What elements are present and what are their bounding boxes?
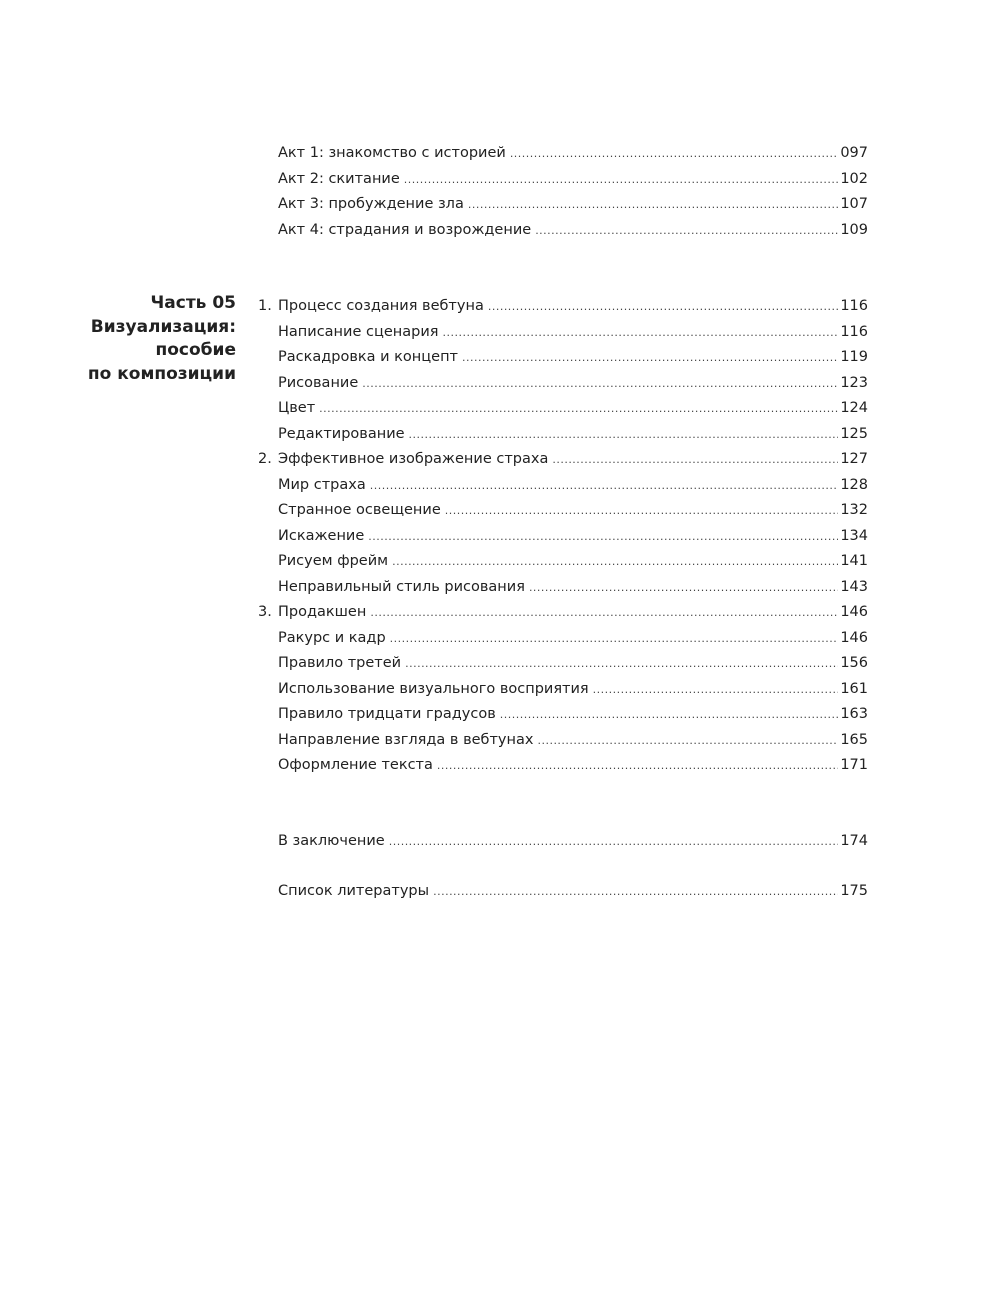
- toc-entry-number: 2.: [258, 451, 272, 467]
- toc-leader-dots: [404, 167, 839, 193]
- toc-entry-page: 146: [838, 600, 868, 626]
- toc-entry-page: 174: [838, 829, 868, 855]
- part-number: Часть 05: [150, 293, 236, 313]
- toc-leader-dots: [445, 498, 839, 524]
- toc-entry[interactable]: [258, 498, 868, 524]
- toc-entry[interactable]: [258, 524, 868, 550]
- toc-entry[interactable]: [258, 294, 868, 320]
- toc-entry-page: 123: [838, 371, 868, 397]
- toc-entry[interactable]: [258, 218, 868, 244]
- toc-entry-title: Продакшен: [278, 600, 370, 626]
- toc-entry-title: Направление взгляда в вебтунах: [278, 728, 537, 754]
- toc-entry[interactable]: [258, 422, 868, 448]
- toc-entry-bibliography[interactable]: [258, 879, 868, 905]
- toc-entry-page: 143: [838, 575, 868, 601]
- toc-leader-dots: [437, 753, 838, 779]
- toc-leader-dots: [537, 728, 838, 754]
- part-title-line: пособие: [155, 340, 236, 360]
- toc-entry-number: 1.: [258, 298, 272, 314]
- toc-entry-page: 107: [838, 192, 868, 218]
- toc-entry-title: Акт 4: страдания и возрождение: [278, 218, 535, 244]
- toc-entry-page: 141: [838, 549, 868, 575]
- toc-leader-dots: [390, 626, 839, 652]
- toc-entry[interactable]: [258, 192, 868, 218]
- toc-entry-page: 132: [838, 498, 868, 524]
- toc-entry-title: Оформление текста: [278, 753, 437, 779]
- toc-entry-title: Использование визуального восприятия: [278, 677, 593, 703]
- toc-leader-dots: [433, 879, 838, 905]
- toc-entry-page: 109: [838, 218, 868, 244]
- conclusion-block: [258, 829, 868, 855]
- toc-entry[interactable]: [258, 626, 868, 652]
- toc-entry-page: 134: [838, 524, 868, 550]
- toc-entry[interactable]: [258, 753, 868, 779]
- toc-entry[interactable]: [258, 651, 868, 677]
- toc-leader-dots: [370, 600, 838, 626]
- toc-entry-page: 128: [838, 473, 868, 499]
- toc-entry[interactable]: [258, 677, 868, 703]
- toc-entry-page: 119: [838, 345, 868, 371]
- toc-entry-title: Акт 3: пробуждение зла: [278, 192, 468, 218]
- toc-entry-title: Эффективное изображение страха: [278, 447, 552, 473]
- toc-entry-title: Раскадровка и концепт: [278, 345, 462, 371]
- toc-entry-title: Написание сценария: [278, 320, 442, 346]
- toc-leader-dots: [535, 218, 838, 244]
- toc-entry-page: 097: [838, 141, 868, 167]
- toc-entry-title: Рисуем фрейм: [278, 549, 392, 575]
- toc-leader-dots: [370, 473, 839, 499]
- toc-entry-title: Ракурс и кадр: [278, 626, 390, 652]
- toc-entry-title: Акт 2: скитание: [278, 167, 404, 193]
- toc-entry-page: 165: [838, 728, 868, 754]
- toc-entry-number: 3.: [258, 604, 272, 620]
- toc-entry-page: 124: [838, 396, 868, 422]
- toc-entry[interactable]: [258, 473, 868, 499]
- toc-entry-title: Список литературы: [278, 879, 433, 905]
- toc-entry-page: 156: [838, 651, 868, 677]
- acts-list: [258, 141, 868, 243]
- toc-entry-page: 171: [838, 753, 868, 779]
- toc-entry[interactable]: [258, 320, 868, 346]
- toc-entry-title: Неправильный стиль рисования: [278, 575, 529, 601]
- toc-entry-title: Странное освещение: [278, 498, 445, 524]
- part-heading: [88, 292, 236, 386]
- toc-leader-dots: [442, 320, 838, 346]
- toc-entry-title: В заключение: [278, 829, 389, 855]
- toc-entry[interactable]: [258, 702, 868, 728]
- toc-entry[interactable]: [258, 549, 868, 575]
- toc-leader-dots: [409, 422, 839, 448]
- toc-leader-dots: [468, 192, 838, 218]
- toc-leader-dots: [462, 345, 838, 371]
- toc-entry-title: Искажение: [278, 524, 368, 550]
- toc-entry-title: Акт 1: знакомство с историей: [278, 141, 510, 167]
- toc-leader-dots: [405, 651, 838, 677]
- toc-entry-page: 116: [838, 320, 868, 346]
- toc-entry-page: 175: [838, 879, 868, 905]
- toc-leader-dots: [362, 371, 838, 397]
- toc-entry-conclusion[interactable]: [258, 829, 868, 855]
- toc-entry[interactable]: [258, 396, 868, 422]
- toc-entry-title: Мир страха: [278, 473, 370, 499]
- toc-entry-page: 163: [838, 702, 868, 728]
- toc-leader-dots: [368, 524, 838, 550]
- toc-leader-dots: [500, 702, 839, 728]
- toc-entry-title: Правило тридцати градусов: [278, 702, 500, 728]
- toc-leader-dots: [529, 575, 838, 601]
- toc-entry[interactable]: [258, 371, 868, 397]
- toc-entry[interactable]: [258, 728, 868, 754]
- bibliography-block: [258, 879, 868, 905]
- toc-entry-page: 116: [838, 294, 868, 320]
- toc-entry[interactable]: [258, 447, 868, 473]
- part-title-line: Визуализация:: [90, 316, 236, 337]
- toc-entry[interactable]: [258, 575, 868, 601]
- toc-entry-page: 127: [838, 447, 868, 473]
- toc-entry-title: Рисование: [278, 371, 362, 397]
- toc-entry-title: Цвет: [278, 396, 319, 422]
- toc-entry[interactable]: [258, 600, 868, 626]
- toc-entry-page: 146: [838, 626, 868, 652]
- toc-entry[interactable]: [258, 141, 868, 167]
- toc-leader-dots: [552, 447, 838, 473]
- toc-leader-dots: [392, 549, 838, 575]
- toc-entry-page: 125: [838, 422, 868, 448]
- toc-entry[interactable]: [258, 167, 868, 193]
- toc-entry-title: Процесс создания вебтуна: [278, 294, 488, 320]
- toc-entry-title: Правило третей: [278, 651, 405, 677]
- toc-leader-dots: [510, 141, 839, 167]
- toc-entry[interactable]: [258, 345, 868, 371]
- toc-leader-dots: [389, 829, 839, 855]
- toc-entry-title: Редактирование: [278, 422, 409, 448]
- toc-leader-dots: [488, 294, 838, 320]
- part-entries-list: [258, 294, 868, 779]
- toc-entry-page: 102: [838, 167, 868, 193]
- toc-entry-page: 161: [838, 677, 868, 703]
- part-title-line: по композиции: [87, 363, 236, 384]
- toc-leader-dots: [593, 677, 839, 703]
- toc-leader-dots: [319, 396, 838, 422]
